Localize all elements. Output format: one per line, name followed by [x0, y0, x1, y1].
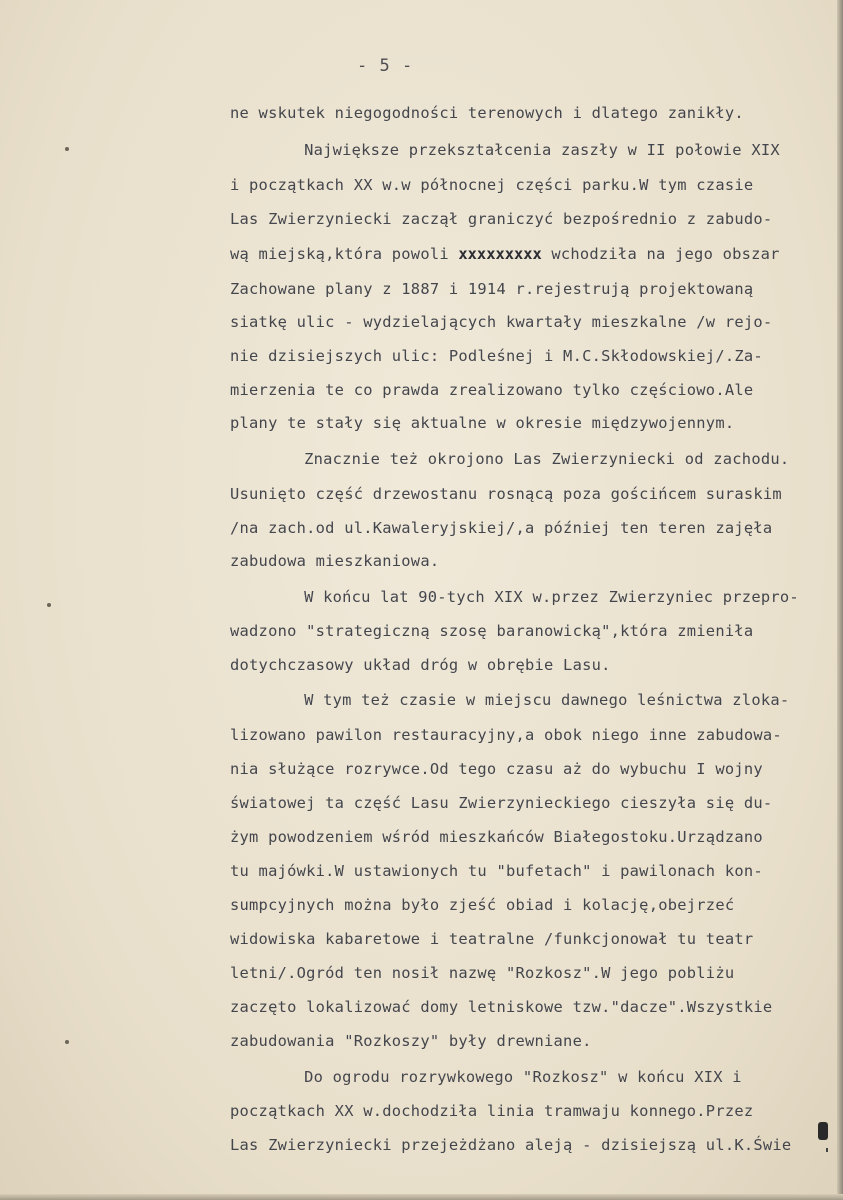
text-line: tu majówki.W ustawionych tu "bufetach" i pawilonach kon- [230, 862, 763, 880]
punch-hole-mark [65, 147, 69, 151]
text-line: Zachowane plany z 1887 i 1914 r.rejestrują projektowaną [230, 280, 754, 298]
text-line: Do ogrodu rozrywkowego "Rozkosz" w końcu XIX i [266, 1068, 742, 1086]
text-line: i początkach XX w.w północnej części parku.W tym czasie [230, 176, 754, 194]
ink-speck [826, 1148, 828, 1152]
text-line: Las Zwierzyniecki zaczął graniczyć bezpośrednio z zabudo- [230, 210, 773, 228]
text-line: zabudowania "Rozkoszy" były drewniane. [230, 1032, 592, 1050]
text-line: W tym też czasie w miejscu dawnego leśnictwa zloka- [266, 691, 790, 709]
text-line: zabudowa mieszkaniowa. [230, 552, 440, 570]
page-edge-shadow [837, 0, 843, 1200]
text-fragment: wą miejską,która powoli [230, 245, 459, 263]
struck-out-word: xxxxxxxxx [458, 245, 542, 263]
text-line: nia służące rozrywce.Od tego czasu aż do wybuchu I wojny [230, 760, 763, 778]
text-line: plany te stały się aktualne w okresie międzywojennym. [230, 414, 735, 432]
text-line: Największe przekształcenia zaszły w II połowie XIX [266, 141, 780, 159]
text-fragment: wchodziła na jego obszar [541, 245, 780, 263]
text-line: Las Zwierzyniecki przejeżdżano aleją - dzisiejszą ul.K.Świe [230, 1136, 792, 1154]
text-line: Usunięto część drzewostanu rosnącą poza gościńcem suraskim [230, 485, 782, 503]
ink-blot [818, 1122, 828, 1140]
text-line: letni/.Ogród ten nosił nazwę "Rozkosz".W jego pobliżu [230, 964, 735, 982]
text-line: siatkę ulic - wydzielających kwartały mieszkalne /w rejo- [230, 313, 773, 331]
text-line: ne wskutek niegogodności terenowych i dlatego zanikły. [230, 104, 744, 122]
text-line: sumpcyjnych można było zjeść obiad i kolację,obejrzeć [230, 896, 735, 914]
text-line: nie dzisiejszych ulic: Podleśnej i M.C.Skłodowskiej/.Za- [230, 347, 763, 365]
text-line: żym powodzeniem wśród mieszkańców Białegostoku.Urządzano [230, 828, 763, 846]
text-line: początkach XX w.dochodziła linia tramwaju konnego.Przez [230, 1102, 754, 1120]
text-line-with-strikeout [230, 245, 780, 263]
text-line: wadzono "strategiczną szosę baranowicką",która zmieniła [230, 622, 754, 640]
text-line: mierzenia te co prawda zrealizowano tylko częściowo.Ale [230, 381, 754, 399]
text-line: Znacznie też okrojono Las Zwierzyniecki od zachodu. [266, 450, 790, 468]
text-line: W końcu lat 90-tych XIX w.przez Zwierzyniec przepro- [266, 588, 799, 606]
punch-hole-mark [65, 1040, 69, 1044]
page-edge-shadow [0, 1194, 843, 1200]
punch-hole-mark [47, 603, 51, 607]
text-line: lizowano pawilon restauracyjny,a obok niego inne zabudowa- [230, 726, 782, 744]
page-number: - 5 - [357, 56, 414, 76]
text-line: zaczęto lokalizować domy letniskowe tzw."dacze".Wszystkie [230, 998, 773, 1016]
text-line: światowej ta część Lasu Zwierzynieckiego cieszyła się du- [230, 794, 773, 812]
text-line: dotychczasowy układ dróg w obrębie Lasu. [230, 656, 611, 674]
text-line: widowiska kabaretowe i teatralne /funkcjonował tu teatr [230, 930, 754, 948]
text-line: /na zach.od ul.Kawaleryjskiej/,a później ten teren zajęła [230, 519, 773, 537]
